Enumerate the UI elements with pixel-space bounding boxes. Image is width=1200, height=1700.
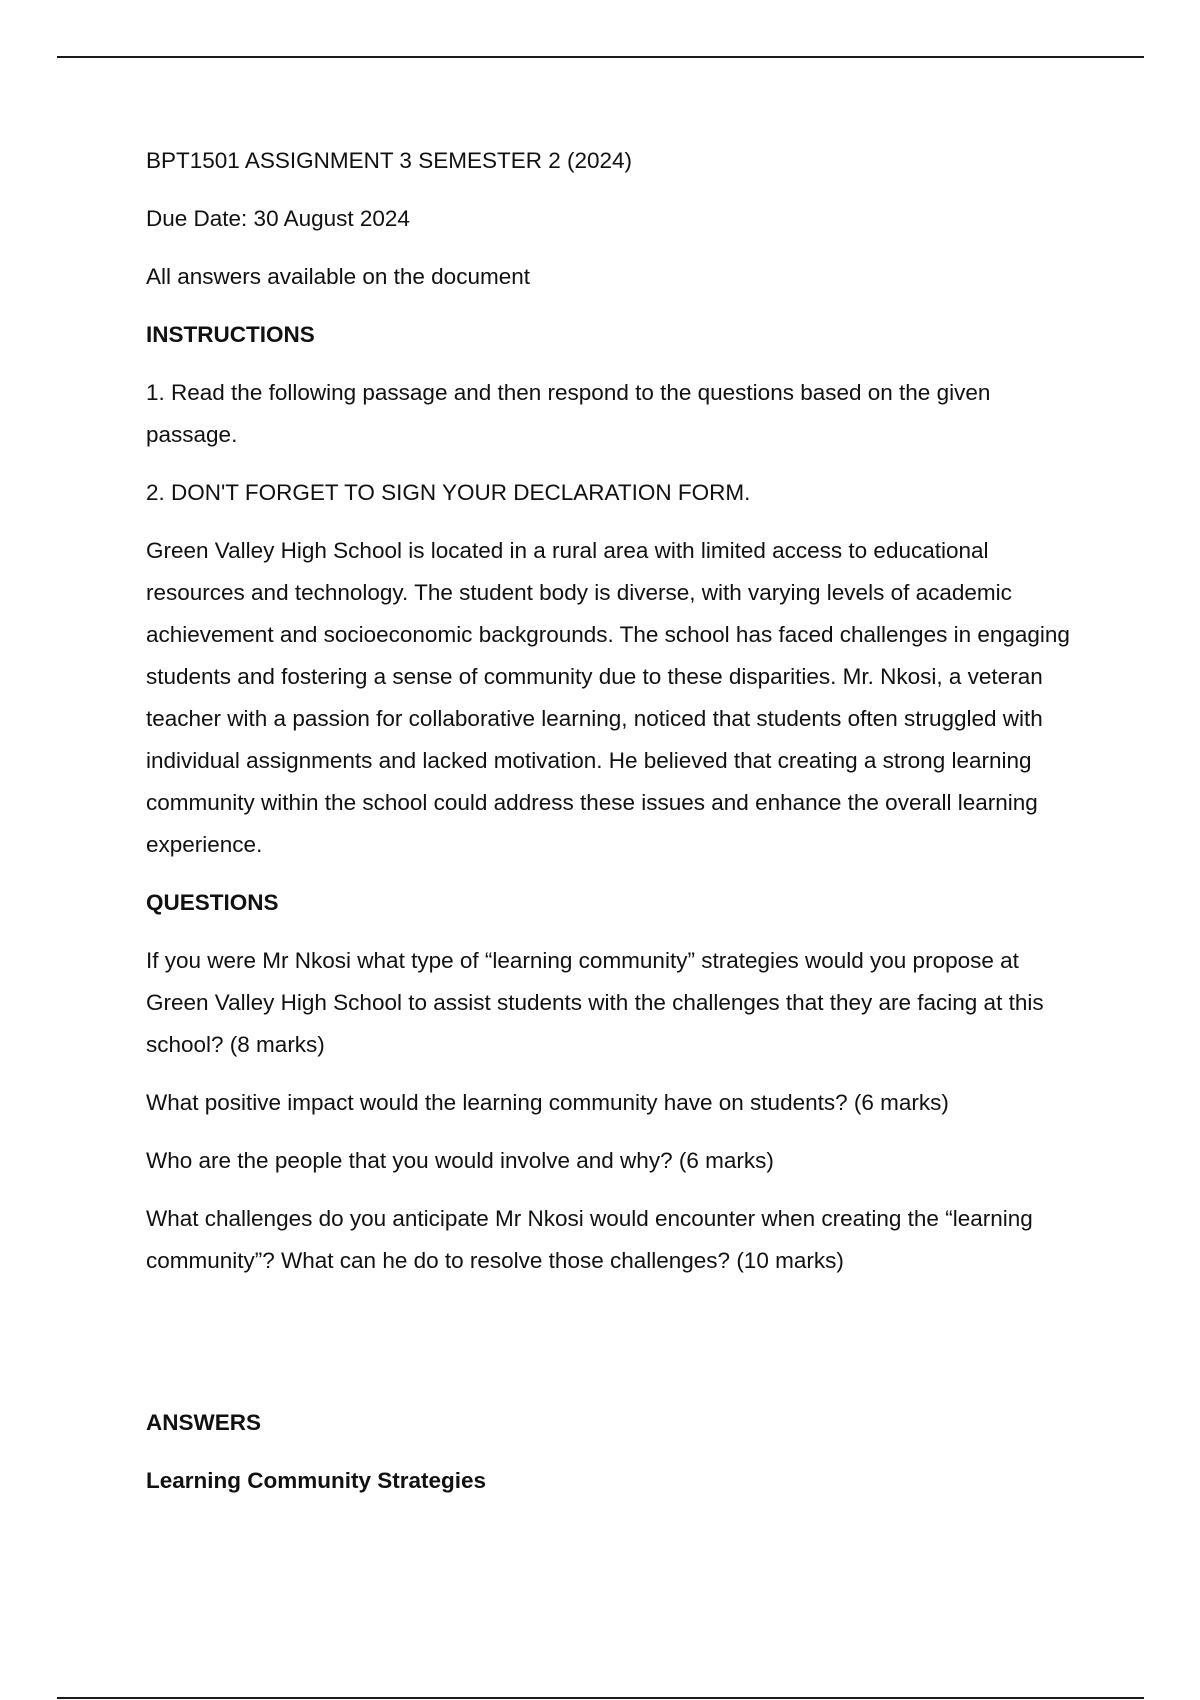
bottom-rule: [57, 1697, 1144, 1699]
document-body: [146, 140, 1076, 1518]
instruction-item-1: 1. Read the following passage and then respond to the questions based on the given passage.: [146, 380, 991, 447]
instruction-item-2: 2. DON'T FORGET TO SIGN YOUR DECLARATION FORM.: [146, 480, 751, 505]
question-item-3: Who are the people that you would involve and why? (6 marks): [146, 1148, 774, 1173]
answers-heading: ANSWERS: [146, 1410, 262, 1435]
answers-note: All answers available on the document: [146, 264, 530, 289]
answers-subheading: Learning Community Strategies: [146, 1468, 487, 1493]
instructions-heading: INSTRUCTIONS: [146, 322, 315, 347]
questions-heading: QUESTIONS: [146, 890, 279, 915]
due-date: Due Date: 30 August 2024: [146, 206, 410, 231]
question-item-4: What challenges do you anticipate Mr Nkosi would encounter when creating the “learning community”? What can he do to resolve those challenges? (10 marks): [146, 1206, 1033, 1273]
top-rule: [57, 56, 1144, 58]
question-item-2: What positive impact would the learning community have on students? (6 marks): [146, 1090, 949, 1115]
document-title: BPT1501 ASSIGNMENT 3 SEMESTER 2 (2024): [146, 148, 633, 173]
passage-text: Green Valley High School is located in a rural area with limited access to educational resources and technology. The student body is diverse, with varying levels of academic achievement and socioeconomic backgrounds. The school has faced challenges in engaging students and fostering a sense of community due to these disparities. Mr. Nkosi, a veteran teacher with a passion for collaborative learning, noticed that students often struggled with individual assignments and lacked motivation. He believed that creating a strong learning community within the school could address these issues and enhance the overall learning experience.: [146, 538, 1070, 857]
question-item-1: If you were Mr Nkosi what type of “learning community” strategies would you propose at Green Valley High School to assist students with the challenges that they are facing at this school? (8 marks): [146, 948, 1044, 1057]
